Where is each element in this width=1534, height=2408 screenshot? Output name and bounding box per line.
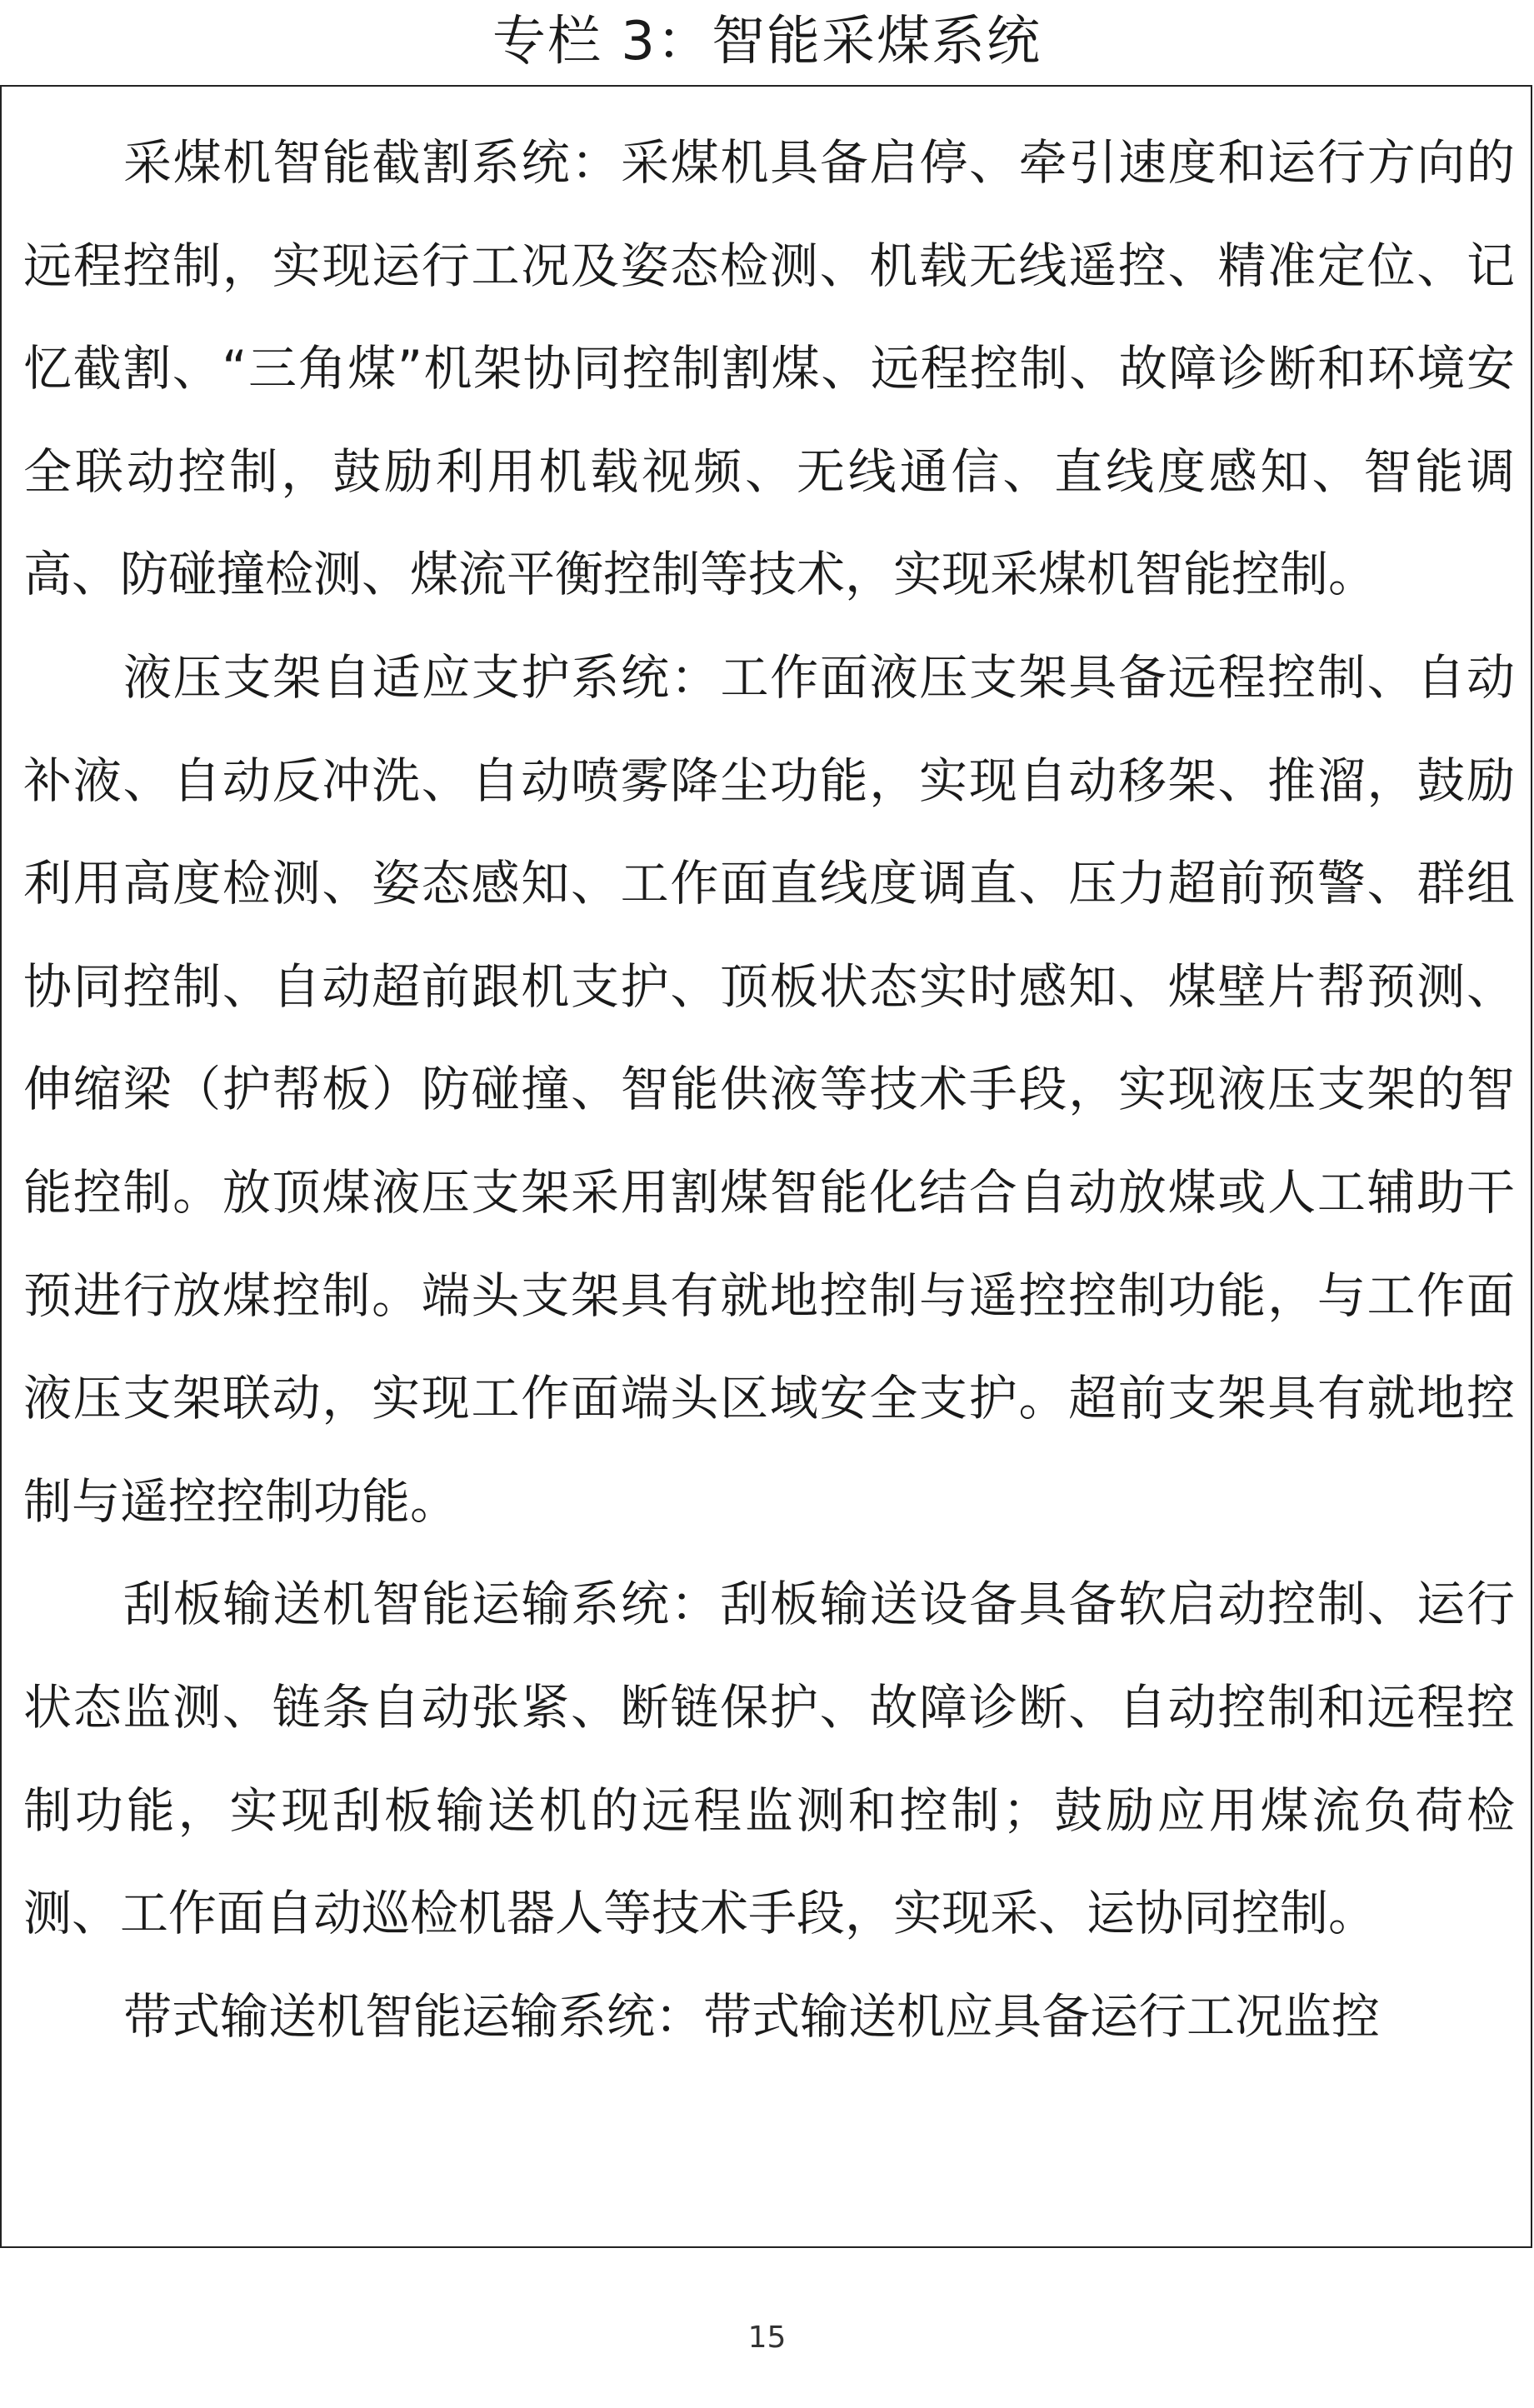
box-content <box>23 112 1515 2068</box>
paragraph-belt-conveyor: 带式输送机智能运输系统：带式输送机应具备运行工况监控 <box>123 1987 1381 2045</box>
page-number: 15 <box>747 2321 787 2355</box>
paragraph-shearer-cutting: 采煤机智能截割系统：采煤机具备启停、牵引速度和运行方向的远程控制，实现运行工况及姿态检测、机载无线遥控、精准定位、记忆截割、“三角煤”机架协同控制割煤、远程控制、故障诊断和环境安全联动控制，鼓励利用机载视频、无线通信、直线度感知、智能调高、防碰撞检测、煤流平衡控制等技术，实现采煤机智能控制。 <box>23 134 1515 603</box>
paragraph-scraper-conveyor: 刮板输送机智能运输系统：刮板输送设备具备软启动控制、运行状态监测、链条自动张紧、断链保护、故障诊断、自动控制和远程控制功能，实现刮板输送机的远程监测和控制；鼓励应用煤流负荷检测、工作面自动巡检机器人等技术手段，实现采、运协同控制。 <box>23 1576 1515 1942</box>
paragraph-hydraulic-support: 液压支架自适应支护系统：工作面液压支架具备远程控制、自动补液、自动反冲洗、自动喷雾降尘功能，实现自动移架、推溜，鼓励利用高度检测、姿态感知、工作面直线度调直、压力超前预警、群组协同控制、自动超前跟机支护、顶板状态实时感知、煤壁片帮预测、伸缩梁（护帮板）防碰撞、智能供液等技术手段，实现液压支架的智能控制。放顶煤液压支架采用割煤智能化结合自动放煤或人工辅助干预进行放煤控制。端头支架具有就地控制与遥控控制功能，与工作面液压支架联动，实现工作面端头区域安全支护。超前支架具有就地控制与遥控控制功能。 <box>23 648 1515 1530</box>
box-title: 专栏 3：智能采煤系统 <box>492 11 1042 72</box>
content-box <box>0 85 1532 2248</box>
